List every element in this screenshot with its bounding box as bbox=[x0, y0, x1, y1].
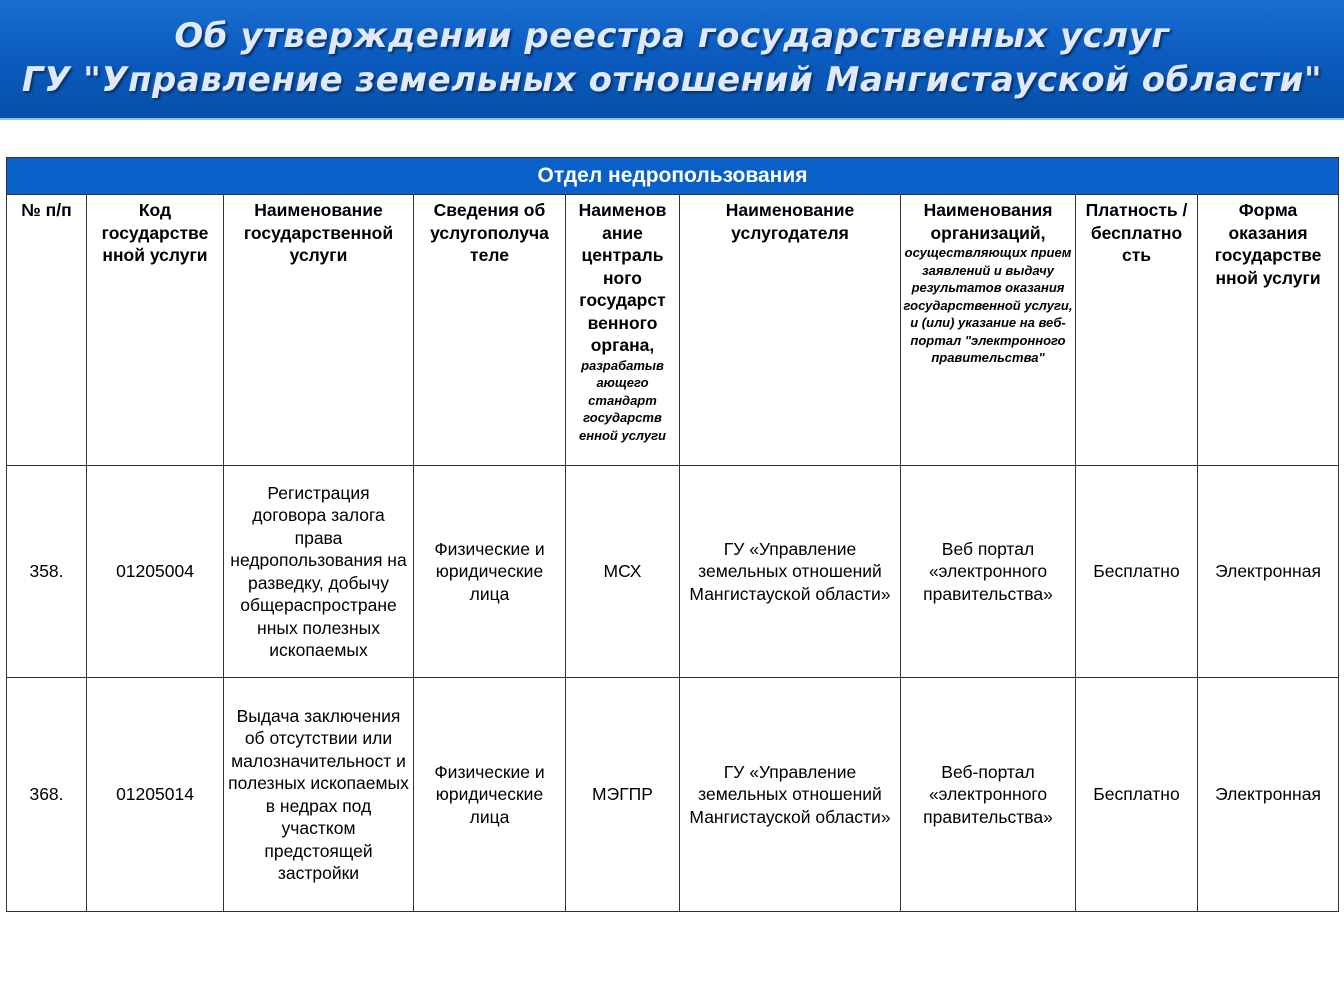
header-orgs-note: осуществляющих прием заявлений и выдачу результатов оказания государственной услуги, и (или) указание на веб-портал "электронного правительства" bbox=[903, 245, 1073, 365]
title-banner bbox=[0, 0, 1344, 118]
header-recipient: Сведения об услугополуча теле bbox=[414, 195, 566, 466]
header-provider: Наименование услугодателя bbox=[680, 195, 901, 466]
page-title-line-1: Об утверждении реестра государственных услуг bbox=[174, 16, 1170, 56]
cell-recipient: Физические и юридические лица bbox=[414, 466, 566, 678]
cell-form: Электронная bbox=[1198, 466, 1339, 678]
cell-orgs: Веб портал «электронного правительства» bbox=[901, 466, 1076, 678]
cell-central-body: МЭГПР bbox=[566, 678, 680, 912]
page-title-line-2: ГУ "Управление земельных отношений Мангистауской области" bbox=[21, 60, 1323, 100]
cell-payment: Бесплатно bbox=[1076, 466, 1198, 678]
cell-service-name: Выдача заключения об отсутствии или малозначительност и полезных ископаемых в недрах под участком предстоящей застройки bbox=[224, 678, 414, 912]
cell-orgs: Веб-портал «электронного правительства» bbox=[901, 678, 1076, 912]
header-central-body-main: Наименов ание централь ного государст венного органа, bbox=[578, 200, 667, 355]
cell-provider: ГУ «Управление земельных отношений Мангистауской области» bbox=[680, 678, 901, 912]
header-code: Код государстве нной услуги bbox=[87, 195, 224, 466]
cell-service-name: Регистрация договора залога права недропользования на разведку, добычу общераспростране нных полезных ископаемых bbox=[224, 466, 414, 678]
section-title: Отдел недропользования bbox=[7, 158, 1339, 195]
cell-code: 01205014 bbox=[87, 678, 224, 912]
cell-num: 368. bbox=[7, 678, 87, 912]
header-central-body bbox=[566, 195, 680, 466]
cell-code: 01205004 bbox=[87, 466, 224, 678]
cell-num: 358. bbox=[7, 466, 87, 678]
cell-form: Электронная bbox=[1198, 678, 1339, 912]
table-row bbox=[7, 466, 1339, 678]
section-header-row bbox=[7, 158, 1339, 195]
cell-central-body: МСХ bbox=[566, 466, 680, 678]
cell-recipient: Физические и юридические лица bbox=[414, 678, 566, 912]
table-row bbox=[7, 678, 1339, 912]
header-payment: Платность /бесплатно сть bbox=[1076, 195, 1198, 466]
header-orgs bbox=[901, 195, 1076, 466]
banner-divider bbox=[0, 118, 1344, 120]
cell-payment: Бесплатно bbox=[1076, 678, 1198, 912]
header-num: № п/п bbox=[7, 195, 87, 466]
cell-provider: ГУ «Управление земельных отношений Мангистауской области» bbox=[680, 466, 901, 678]
header-central-body-note: разрабатыв ающего стандарт государств енной услуги bbox=[579, 357, 666, 443]
header-service-name: Наименование государственной услуги bbox=[224, 195, 414, 466]
header-orgs-main: Наименования организаций, bbox=[923, 200, 1053, 243]
header-form: Форма оказания государстве нной услуги bbox=[1198, 195, 1339, 466]
services-registry-table bbox=[6, 157, 1339, 912]
column-header-row bbox=[7, 195, 1339, 466]
